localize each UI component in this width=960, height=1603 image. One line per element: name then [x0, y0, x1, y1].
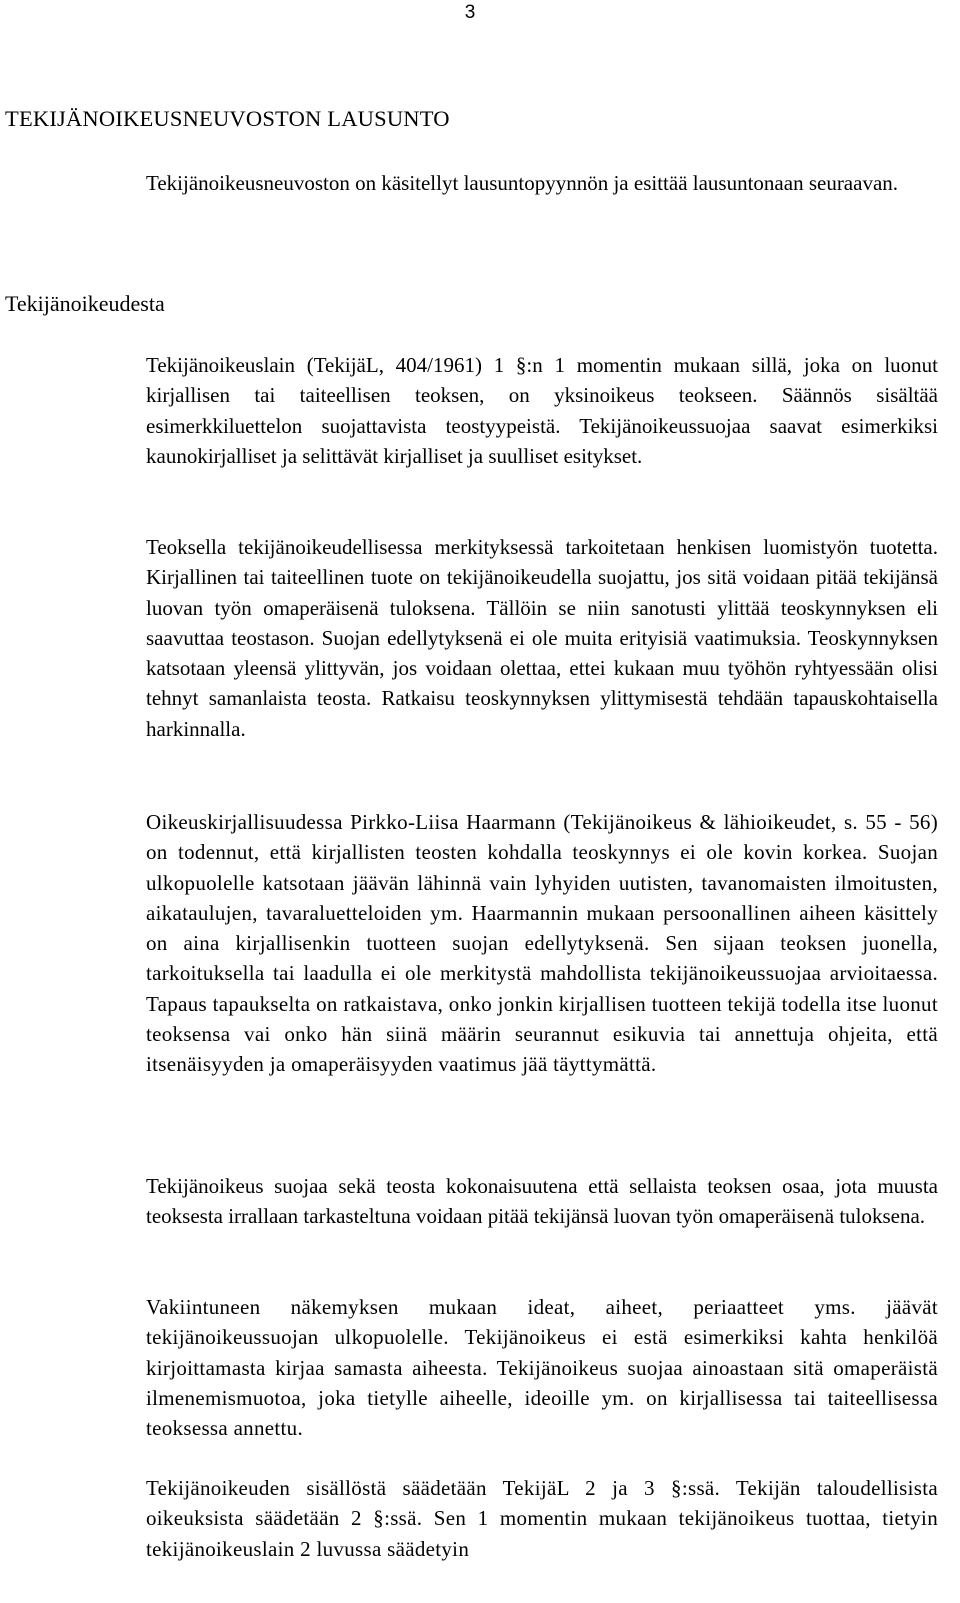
paragraph-1: Tekijänoikeuslain (TekijäL, 404/1961) 1 §:n 1 momentin mukaan sillä, joka on luonut kirjallisen tai taiteellisen teoksen, on yksinoikeus teokseen. Säännös sisältää esimerkkiluettelon suojattavista teostyypeistä. Tekijänoikeussuojaa saavat esimerkiksi kaunokirjalliset ja selittävät kirjalliset ja suulliset esitykset.: [146, 353, 938, 468]
page-number: 3: [464, 2, 476, 23]
paragraph-3: Oikeuskirjallisuudessa Pirkko-Liisa Haarmann (Tekijänoikeus & lähioikeudet, s. 55 - 56) on todennut, että kirjallisten teosten kohdalla teoskynnys ei ole kovin korkea. Suojan ulkopuolelle katsotaan jäävän lähinnä vain lyhyiden uutisten, tavanomaisten ilmoitusten, aikataulujen, tavaraluetteloiden ym. Haarmannin mukaan persoonallinen aiheen käsittely on aina kirjallisenkin tuotteen suojan edellytyksenä. Sen sijaan teoksen juonella, tarkoituksella tai laadulla ei ole merkitystä mahdollista tekijänoikeussuojaa arvioitaessa. Tapaus tapaukselta on ratkaistava, onko jonkin kirjallisen tuotteen tekijä todella itse luonut teoksensa vai onko hän siinä määrin seurannut esikuvia tai annettuja ohjeita, että itsenäisyyden ja omaperäisyyden vaatimus jää täyttymättä.: [146, 810, 938, 1077]
paragraph-4: Tekijänoikeus suojaa sekä teosta kokonaisuutena että sellaista teoksen osaa, jota muusta teoksesta irrallaan tarkasteltuna voidaan pitää tekijänsä luovan työn omaperäisenä tuloksena.: [146, 1174, 938, 1229]
paragraph-2: Teoksella tekijänoikeudellisessa merkityksessä tarkoitetaan henkisen luomistyön tuotetta. Kirjallinen tai taiteellinen tuote on tekijänoikeudella suojattu, jos sitä voidaan pitää tekijänsä luovan työn omaperäisenä tuloksena. Tällöin se niin sanotusti ylittää teoskynnyksen eli saavuttaa teostason. Suojan edellytyksenä ei ole muita erityisiä vaatimuksia. Teoskynnyksen katsotaan yleensä ylittyvän, jos voidaan olettaa, ettei kukaan muu työhön ryhtyessään olisi tehnyt samanlaista teosta. Ratkaisu teoskynnyksen ylittymisestä tehdään tapauskohtaisella harkinnalla.: [146, 535, 938, 741]
paragraph-5: Vakiintuneen näkemyksen mukaan ideat, aiheet, periaatteet yms. jäävät tekijänoikeussuojan ulkopuolelle. Tekijänoikeus ei estä esimerkiksi kahta henkilöä kirjoittamasta kirjaa samasta aiheesta. Tekijänoikeus suojaa ainoastaan sitä omaperäistä ilmenemismuotoa, joka tietylle aiheelle, ideoille ym. on kirjallisessa tai taiteellisessa teoksessa annettu.: [146, 1295, 938, 1441]
intro-paragraph: Tekijänoikeusneuvoston on käsitellyt lausuntopyynnön ja esittää lausuntonaan seuraavan.: [146, 171, 899, 195]
paragraph-6: Tekijänoikeuden sisällöstä säädetään TekijäL 2 ja 3 §:ssä. Tekijän taloudellisista oikeuksista säädetään 2 §:ssä. Sen 1 momentin mukaan tekijänoikeus tuottaa, tietyin tekijänoikeuslain 2 luvussa säädetyin: [146, 1476, 938, 1561]
section-heading: Tekijänoikeudesta: [5, 291, 165, 316]
document-title: TEKIJÄNOIKEUSNEUVOSTON LAUSUNTO: [5, 106, 450, 131]
